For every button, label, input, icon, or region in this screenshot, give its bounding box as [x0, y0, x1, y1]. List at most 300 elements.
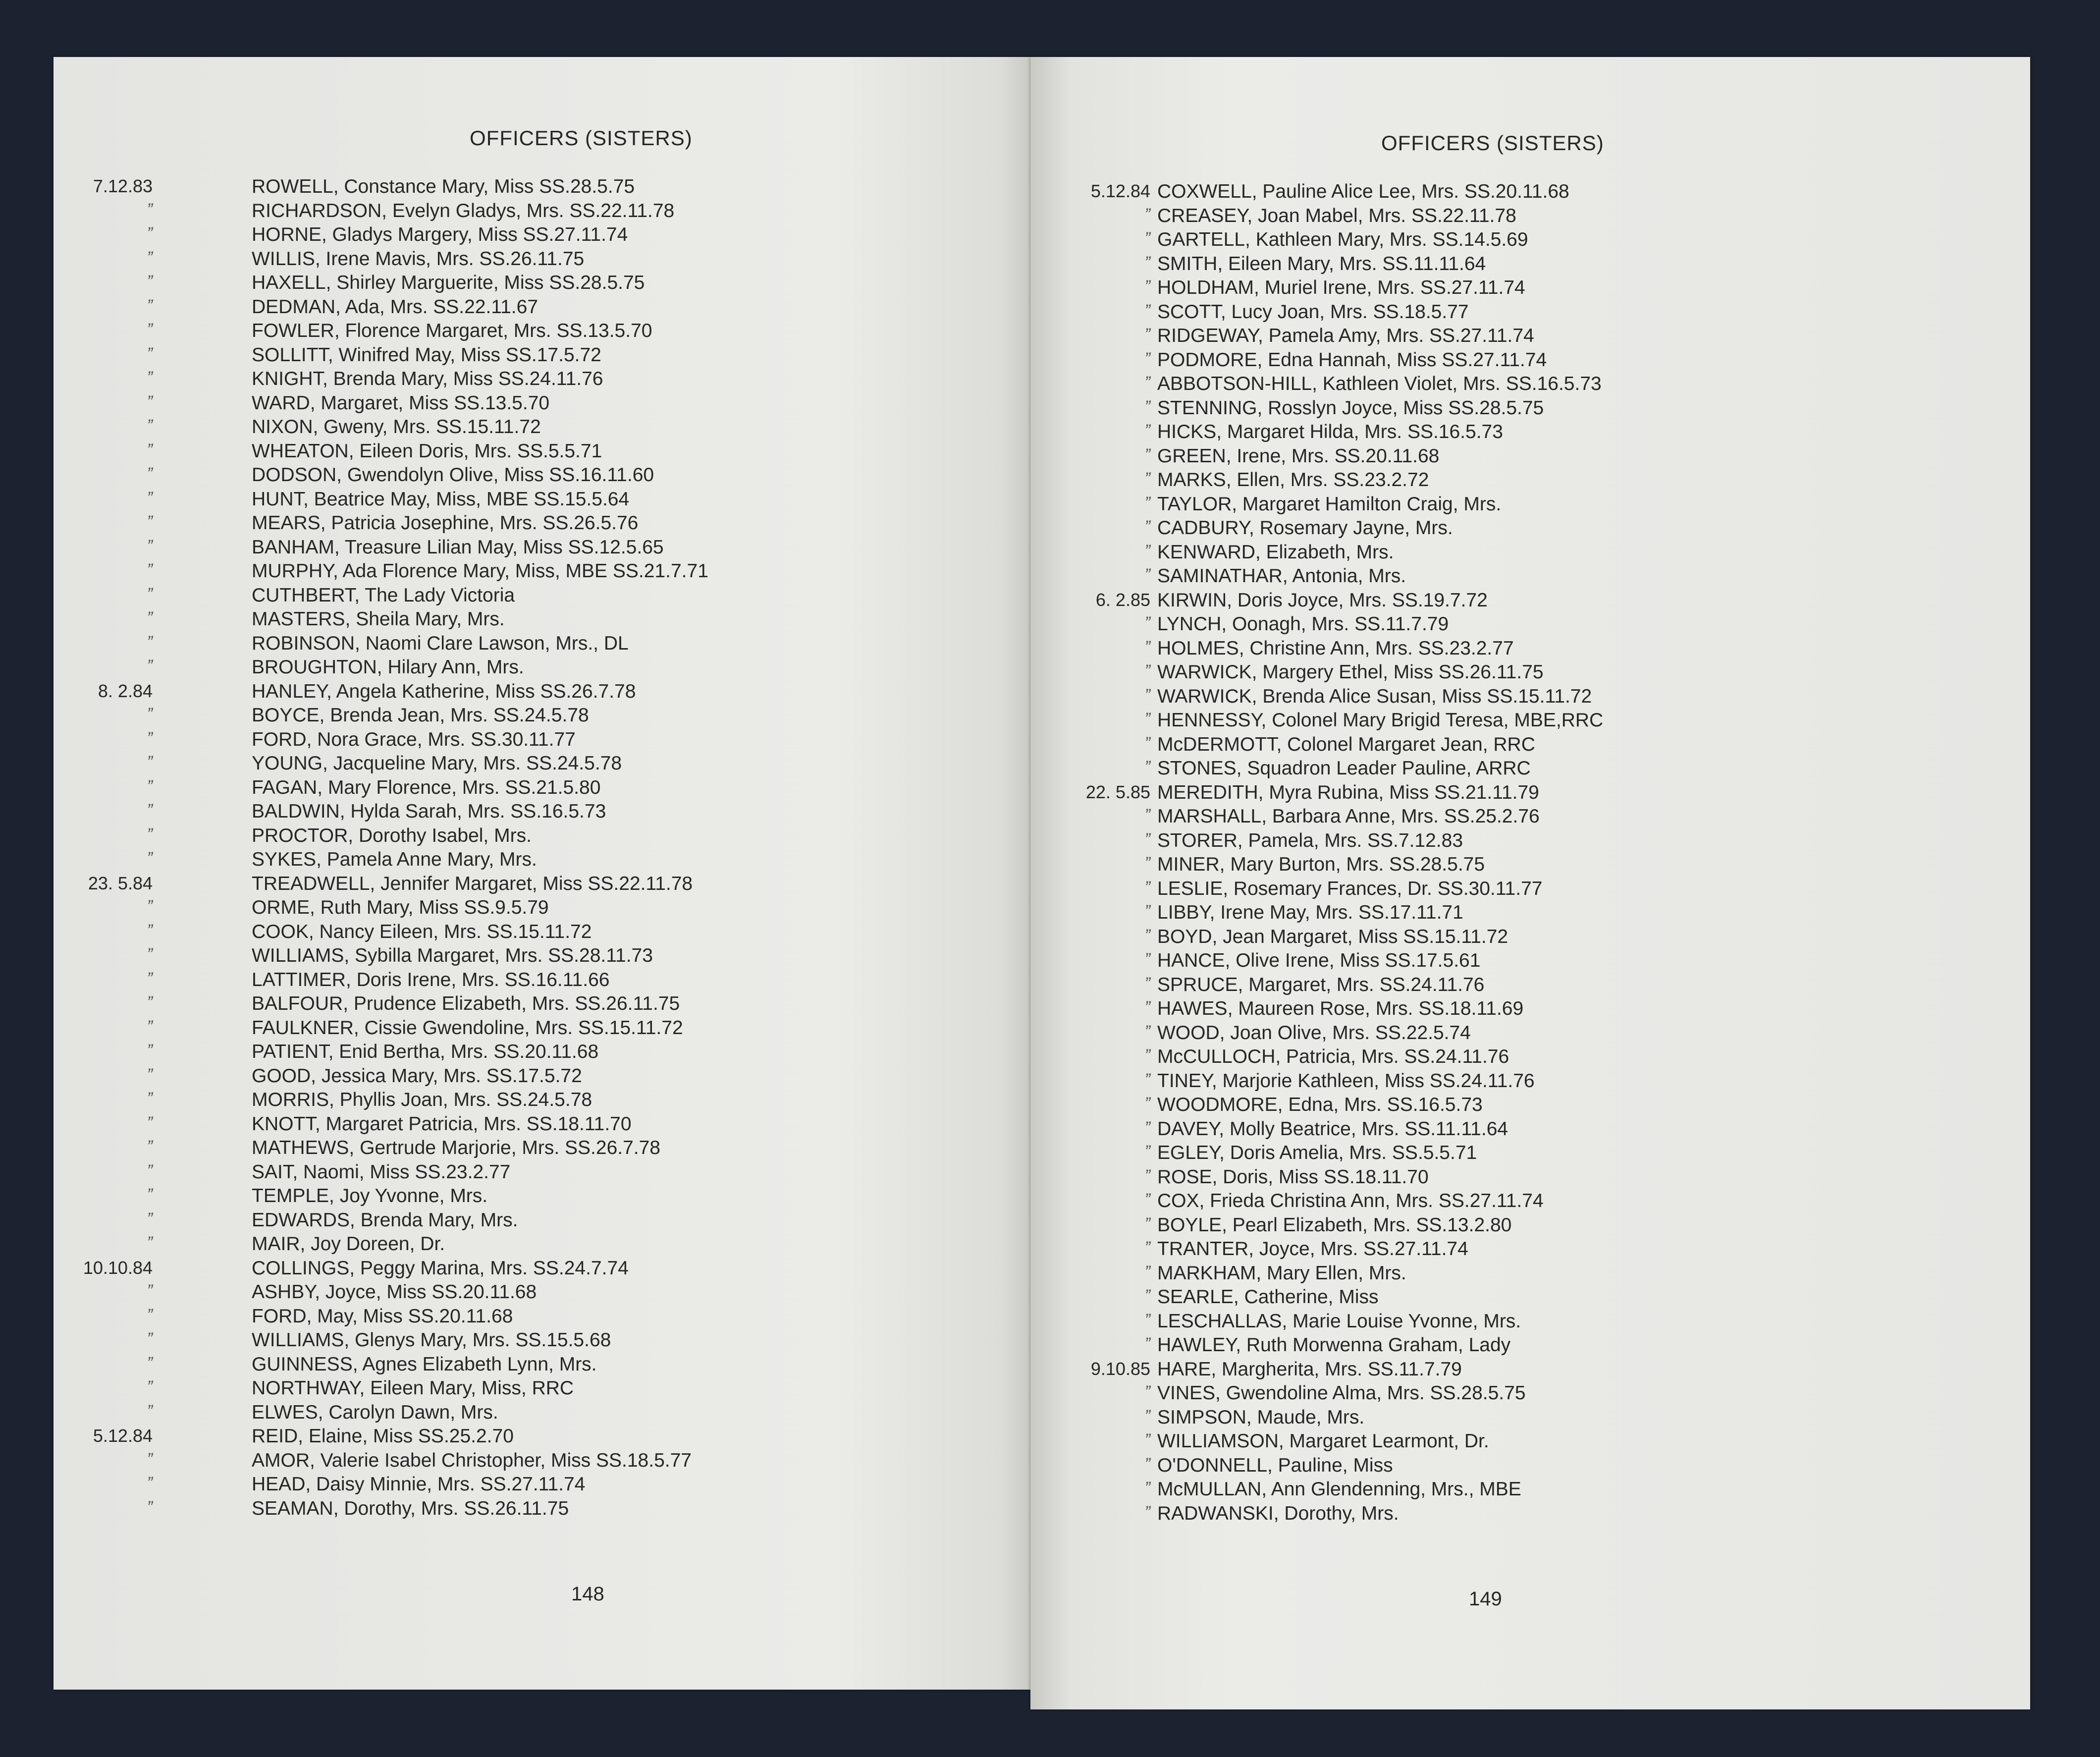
- officer-name: KNIGHT, Brenda Mary, Miss SS.24.11.76: [252, 368, 603, 389]
- ditto-mark: ”: [147, 296, 153, 315]
- ditto-mark: ”: [147, 1113, 153, 1132]
- officer-name: BANHAM, Treasure Lilian May, Miss SS.12.5.65: [252, 536, 664, 558]
- officer-name: LYNCH, Oonagh, Mrs. SS.11.7.79: [1157, 613, 1449, 635]
- list-item: [1030, 974, 2030, 998]
- entry-list: [54, 176, 1030, 1522]
- officer-name: HEAD, Daisy Minnie, Mrs. SS.27.11.74: [252, 1474, 586, 1495]
- officer-name: KNOTT, Margaret Patricia, Mrs. SS.18.11.70: [252, 1113, 632, 1135]
- officer-name: PODMORE, Edna Hannah, Miss SS.27.11.74: [1157, 349, 1547, 371]
- officer-name: KIRWIN, Doris Joyce, Mrs. SS.19.7.72: [1157, 589, 1488, 611]
- officer-name: HORNE, Gladys Margery, Miss SS.27.11.74: [252, 224, 628, 245]
- ditto-mark: ”: [147, 1401, 153, 1421]
- officer-name: O'DONNELL, Pauline, Miss: [1157, 1454, 1393, 1476]
- list-item: [1030, 878, 2030, 902]
- ditto-mark: ”: [147, 608, 153, 627]
- ditto-mark: ”: [1144, 758, 1150, 776]
- list-item: [1030, 1263, 2030, 1287]
- list-item: [1030, 1334, 2030, 1359]
- ditto-mark: ”: [147, 584, 153, 604]
- officer-name: GOOD, Jessica Mary, Mrs. SS.17.5.72: [252, 1065, 582, 1087]
- list-item: [54, 1137, 1030, 1161]
- list-item: [54, 1450, 1030, 1474]
- ditto-mark: ”: [147, 200, 153, 219]
- list-item: [54, 1306, 1030, 1330]
- ditto-mark: ”: [1144, 541, 1150, 560]
- ditto-mark: ”: [147, 392, 153, 411]
- list-item: [1030, 590, 2030, 614]
- list-item: [54, 416, 1030, 440]
- list-item: [1030, 1118, 2030, 1143]
- list-item: [54, 537, 1030, 561]
- ditto-mark: ”: [147, 1497, 153, 1517]
- officer-name: FOWLER, Florence Margaret, Mrs. SS.13.5.70: [252, 320, 652, 341]
- list-item: [54, 1041, 1030, 1065]
- officer-name: McMULLAN, Ann Glendenning, Mrs., MBE: [1157, 1479, 1521, 1500]
- officer-name: WILLIS, Irene Mavis, Mrs. SS.26.11.75: [252, 248, 585, 270]
- list-item: [54, 176, 1030, 200]
- officer-name: MATHEWS, Gertrude Marjorie, Mrs. SS.26.7.78: [252, 1137, 660, 1158]
- officer-name: CADBURY, Rosemary Jayne, Mrs.: [1157, 517, 1453, 539]
- list-item: [54, 585, 1030, 609]
- officer-name: ROBINSON, Naomi Clare Lawson, Mrs., DL: [252, 632, 629, 654]
- officer-name: SPRUCE, Margaret, Mrs. SS.24.11.76: [1157, 974, 1485, 995]
- officer-name: EGLEY, Doris Amelia, Mrs. SS.5.5.71: [1157, 1142, 1477, 1163]
- ditto-mark: ”: [1144, 710, 1150, 728]
- list-item: [54, 777, 1030, 801]
- ditto-mark: ”: [147, 1305, 153, 1324]
- officer-name: BROUGHTON, Hilary Ann, Mrs.: [252, 657, 524, 678]
- officer-name: BALDWIN, Hylda Sarah, Mrs. SS.16.5.73: [252, 801, 606, 822]
- list-item: [1030, 638, 2030, 662]
- ditto-mark: ”: [147, 1233, 153, 1252]
- officer-name: HANLEY, Angela Katherine, Miss SS.26.7.78: [252, 680, 636, 702]
- list-item: [1030, 1479, 2030, 1503]
- officer-name: COOK, Nancy Eileen, Mrs. SS.15.11.72: [252, 921, 592, 942]
- list-item: [1030, 325, 2030, 349]
- officer-name: FORD, May, Miss SS.20.11.68: [252, 1305, 513, 1327]
- page-heading: OFFICERS (SISTERS): [1381, 131, 1604, 155]
- list-item: [54, 560, 1030, 585]
- ditto-mark: ”: [147, 921, 153, 940]
- ditto-mark: ”: [1144, 493, 1150, 512]
- ditto-mark: ”: [1144, 878, 1150, 897]
- officer-name: MARKHAM, Mary Ellen, Mrs.: [1157, 1262, 1406, 1284]
- officer-name: HOLDHAM, Muriel Irene, Mrs. SS.27.11.74: [1157, 277, 1525, 298]
- officer-name: WHEATON, Eileen Doris, Mrs. SS.5.5.71: [252, 440, 602, 462]
- officer-name: SEAMAN, Dorothy, Mrs. SS.26.11.75: [252, 1497, 569, 1519]
- list-item: [54, 1474, 1030, 1498]
- ditto-mark: ”: [147, 1185, 153, 1204]
- officer-name: TRANTER, Joyce, Mrs. SS.27.11.74: [1157, 1238, 1468, 1260]
- list-item: [54, 729, 1030, 753]
- ditto-mark: ”: [1144, 397, 1150, 416]
- list-item: [1030, 1286, 2030, 1311]
- list-item: [54, 1185, 1030, 1209]
- ditto-mark: ”: [147, 344, 153, 363]
- list-item: [1030, 1022, 2030, 1046]
- list-item: [1030, 1142, 2030, 1166]
- officer-name: WOOD, Joan Olive, Mrs. SS.22.5.74: [1157, 1022, 1471, 1043]
- list-item: [1030, 205, 2030, 229]
- officer-name: HANCE, Olive Irene, Miss SS.17.5.61: [1157, 950, 1481, 971]
- ditto-mark: ”: [147, 1474, 153, 1492]
- ditto-mark: ”: [147, 993, 153, 1012]
- list-item: [1030, 349, 2030, 374]
- ditto-mark: ”: [1144, 685, 1150, 705]
- ditto-mark: ”: [1144, 301, 1150, 320]
- list-item: [1030, 277, 2030, 301]
- ditto-mark: ”: [147, 320, 153, 339]
- officer-name: WILLIAMS, Glenys Mary, Mrs. SS.15.5.68: [252, 1329, 611, 1351]
- officer-name: MINER, Mary Burton, Mrs. SS.28.5.75: [1157, 854, 1485, 875]
- officer-name: LESLIE, Rosemary Frances, Dr. SS.30.11.77: [1157, 878, 1543, 899]
- list-item: [1030, 1359, 2030, 1383]
- officer-name: MORRIS, Phyllis Joan, Mrs. SS.24.5.78: [252, 1089, 592, 1110]
- ditto-mark: ”: [147, 1041, 153, 1060]
- list-item: [1030, 830, 2030, 854]
- officer-name: PROCTOR, Dorothy Isabel, Mrs.: [252, 824, 532, 846]
- ditto-mark: ”: [147, 1353, 153, 1373]
- list-item: [54, 1233, 1030, 1258]
- officer-name: TREADWELL, Jennifer Margaret, Miss SS.22.11.78: [252, 873, 693, 894]
- officer-name: ORME, Ruth Mary, Miss SS.9.5.79: [252, 897, 549, 918]
- list-item: [54, 1258, 1030, 1282]
- list-item: [1030, 950, 2030, 974]
- list-item: [54, 945, 1030, 969]
- list-item: [1030, 902, 2030, 926]
- officer-name: HUNT, Beatrice May, Miss, MBE SS.15.5.64: [252, 488, 630, 510]
- ditto-mark: ”: [1144, 469, 1150, 488]
- list-item: [1030, 998, 2030, 1022]
- ditto-mark: ”: [1144, 926, 1150, 945]
- ditto-mark: ”: [1144, 613, 1150, 632]
- entry-list: [1030, 181, 2030, 1527]
- appointment-date: 7.12.83: [93, 176, 153, 196]
- officer-name: FAGAN, Mary Florence, Mrs. SS.21.5.80: [252, 776, 601, 798]
- list-item: [54, 1209, 1030, 1234]
- list-item: [54, 969, 1030, 993]
- list-item: [54, 993, 1030, 1017]
- list-item: [54, 392, 1030, 417]
- page-number: 148: [571, 1583, 604, 1605]
- officer-name: RICHARDSON, Evelyn Gladys, Mrs. SS.22.11.78: [252, 200, 675, 221]
- officer-name: SEARLE, Catherine, Miss: [1157, 1286, 1379, 1308]
- right-page: [1030, 57, 2030, 1709]
- list-item: [1030, 710, 2030, 734]
- officer-name: STENNING, Rosslyn Joyce, Miss SS.28.5.75: [1157, 397, 1544, 419]
- officer-name: GARTELL, Kathleen Mary, Mrs. SS.14.5.69: [1157, 229, 1528, 250]
- ditto-mark: ”: [1144, 1479, 1150, 1497]
- list-item: [1030, 494, 2030, 518]
- ditto-mark: ”: [1144, 565, 1150, 584]
- list-item: [54, 1329, 1030, 1354]
- list-item: [54, 849, 1030, 873]
- officer-name: WARD, Margaret, Miss SS.13.5.70: [252, 392, 550, 414]
- list-item: [54, 1089, 1030, 1113]
- list-item: [1030, 373, 2030, 397]
- officer-name: AMOR, Valerie Isabel Christopher, Miss SS.18.5.77: [252, 1449, 692, 1471]
- ditto-mark: ”: [1144, 974, 1150, 993]
- officer-name: DAVEY, Molly Beatrice, Mrs. SS.11.11.64: [1157, 1118, 1508, 1140]
- ditto-mark: ”: [1144, 1190, 1150, 1209]
- ditto-mark: ”: [147, 1017, 153, 1036]
- ditto-mark: ”: [147, 969, 153, 988]
- list-item: [1030, 661, 2030, 686]
- ditto-mark: ”: [147, 1065, 153, 1084]
- ditto-mark: ”: [1144, 1214, 1150, 1233]
- officer-name: WILLIAMSON, Margaret Learmont, Dr.: [1157, 1430, 1489, 1452]
- ditto-mark: ”: [147, 753, 153, 771]
- list-item: [1030, 445, 2030, 470]
- ditto-mark: ”: [1144, 1022, 1150, 1041]
- list-item: [54, 1161, 1030, 1186]
- officer-name: BOYLE, Pearl Elizabeth, Mrs. SS.13.2.80: [1157, 1214, 1512, 1236]
- appointment-date: 10.10.84: [83, 1257, 153, 1278]
- ditto-mark: ”: [1144, 733, 1150, 753]
- officer-name: HAWES, Maureen Rose, Mrs. SS.18.11.69: [1157, 998, 1524, 1019]
- ditto-mark: ”: [1144, 1166, 1150, 1185]
- ditto-mark: ”: [147, 897, 153, 916]
- list-item: [1030, 469, 2030, 494]
- list-item: [54, 801, 1030, 825]
- list-item: [1030, 806, 2030, 830]
- ditto-mark: ”: [1144, 325, 1150, 344]
- officer-name: WOODMORE, Edna, Mrs. SS.16.5.73: [1157, 1094, 1483, 1115]
- ditto-mark: ”: [147, 1449, 153, 1469]
- ditto-mark: ”: [147, 416, 153, 435]
- list-item: [1030, 1166, 2030, 1191]
- page-number: 149: [1469, 1588, 1502, 1610]
- ditto-mark: ”: [147, 368, 153, 387]
- officer-name: REID, Elaine, Miss SS.25.2.70: [252, 1426, 514, 1447]
- list-item: [1030, 1311, 2030, 1335]
- list-item: [54, 1498, 1030, 1522]
- list-item: [1030, 686, 2030, 710]
- list-item: [1030, 253, 2030, 277]
- officer-name: HAXELL, Shirley Marguerite, Miss SS.28.5.75: [252, 272, 645, 293]
- ditto-mark: ”: [147, 1377, 153, 1396]
- ditto-mark: ”: [147, 560, 153, 579]
- officer-name: MARKS, Ellen, Mrs. SS.23.2.72: [1157, 469, 1429, 491]
- ditto-mark: ”: [1144, 1286, 1150, 1305]
- ditto-mark: ”: [1144, 637, 1150, 657]
- officer-name: GUINNESS, Agnes Elizabeth Lynn, Mrs.: [252, 1353, 597, 1375]
- ditto-mark: ”: [1144, 253, 1150, 272]
- list-item: [1030, 421, 2030, 445]
- list-item: [54, 873, 1030, 897]
- list-item: [1030, 1407, 2030, 1431]
- list-item: [1030, 1455, 2030, 1479]
- list-item: [1030, 758, 2030, 782]
- list-item: [54, 657, 1030, 681]
- officer-name: YOUNG, Jacqueline Mary, Mrs. SS.24.5.78: [252, 753, 622, 774]
- ditto-mark: ”: [147, 272, 153, 291]
- officer-name: LATTIMER, Doris Irene, Mrs. SS.16.11.66: [252, 969, 610, 990]
- officer-name: HARE, Margherita, Mrs. SS.11.7.79: [1157, 1358, 1462, 1380]
- officer-name: DODSON, Gwendolyn Olive, Miss SS.16.11.60: [252, 464, 654, 486]
- officer-name: HAWLEY, Ruth Morwenna Graham, Lady: [1157, 1334, 1511, 1356]
- officer-name: HENNESSY, Colonel Mary Brigid Teresa, MBE,RRC: [1157, 710, 1604, 731]
- ditto-mark: ”: [1144, 1334, 1150, 1353]
- list-item: [1030, 181, 2030, 205]
- officer-name: McDERMOTT, Colonel Margaret Jean, RRC: [1157, 733, 1535, 755]
- list-item: [54, 921, 1030, 945]
- officer-name: ABBOTSON-HILL, Kathleen Violet, Mrs. SS.16.5.73: [1157, 373, 1602, 394]
- ditto-mark: ”: [147, 657, 153, 675]
- officer-name: SAIT, Naomi, Miss SS.23.2.77: [252, 1161, 511, 1183]
- appointment-date: 5.12.84: [93, 1426, 153, 1446]
- list-item: [1030, 542, 2030, 566]
- list-item: [1030, 1046, 2030, 1070]
- list-item: [1030, 1070, 2030, 1095]
- ditto-mark: ”: [147, 1329, 153, 1348]
- officer-name: COXWELL, Pauline Alice Lee, Mrs. SS.20.11.68: [1157, 181, 1569, 202]
- list-item: [54, 681, 1030, 705]
- ditto-mark: ”: [1144, 517, 1150, 536]
- ditto-mark: ”: [1144, 1118, 1150, 1137]
- list-item: [54, 897, 1030, 921]
- officer-name: NIXON, Gweny, Mrs. SS.15.11.72: [252, 416, 541, 438]
- page-heading: OFFICERS (SISTERS): [470, 126, 693, 150]
- list-item: [54, 705, 1030, 729]
- list-item: [54, 1113, 1030, 1138]
- ditto-mark: ”: [147, 705, 153, 723]
- ditto-mark: ”: [147, 512, 153, 531]
- list-item: [1030, 565, 2030, 590]
- appointment-date: 6. 2.85: [1095, 589, 1150, 610]
- officer-name: DEDMAN, Ada, Mrs. SS.22.11.67: [252, 296, 538, 318]
- list-item: [54, 1377, 1030, 1402]
- list-item: [54, 272, 1030, 296]
- ditto-mark: ”: [147, 1209, 153, 1228]
- officer-name: STONES, Squadron Leader Pauline, ARRC: [1157, 758, 1531, 779]
- list-item: [54, 633, 1030, 657]
- list-item: [54, 825, 1030, 849]
- officer-name: MURPHY, Ada Florence Mary, Miss, MBE SS.21.7.71: [252, 560, 708, 582]
- list-item: [1030, 1382, 2030, 1407]
- appointment-date: 9.10.85: [1090, 1358, 1150, 1379]
- ditto-mark: ”: [1144, 902, 1150, 921]
- list-item: [54, 489, 1030, 513]
- officer-name: LESCHALLAS, Marie Louise Yvonne, Mrs.: [1157, 1310, 1521, 1332]
- list-item: [1030, 1190, 2030, 1214]
- ditto-mark: ”: [147, 248, 153, 267]
- officer-name: TAYLOR, Margaret Hamilton Craig, Mrs.: [1157, 493, 1502, 515]
- list-item: [54, 512, 1030, 537]
- ditto-mark: ”: [147, 488, 153, 507]
- officer-name: WARWICK, Brenda Alice Susan, Miss SS.15.11.72: [1157, 685, 1592, 707]
- officer-name: SAMINATHAR, Antonia, Mrs.: [1157, 565, 1406, 587]
- list-item: [54, 224, 1030, 248]
- ditto-mark: ”: [1144, 1454, 1150, 1474]
- list-item: [54, 753, 1030, 777]
- list-item: [54, 368, 1030, 392]
- officer-name: BOYCE, Brenda Jean, Mrs. SS.24.5.78: [252, 705, 589, 726]
- ditto-mark: ”: [147, 224, 153, 243]
- ditto-mark: ”: [1144, 854, 1150, 873]
- list-item: [54, 1281, 1030, 1306]
- officer-name: MASTERS, Sheila Mary, Mrs.: [252, 608, 505, 630]
- officer-name: FORD, Nora Grace, Mrs. SS.30.11.77: [252, 728, 576, 750]
- officer-name: SIMPSON, Maude, Mrs.: [1157, 1406, 1365, 1428]
- list-item: [54, 440, 1030, 465]
- ditto-mark: ”: [147, 440, 153, 459]
- officer-name: McCULLOCH, Patricia, Mrs. SS.24.11.76: [1157, 1046, 1509, 1067]
- ditto-mark: ”: [1144, 1238, 1150, 1257]
- ditto-mark: ”: [1144, 950, 1150, 969]
- officer-name: CUTHBERT, The Lady Victoria: [252, 584, 515, 606]
- list-item: [1030, 397, 2030, 422]
- officer-name: RADWANSKI, Dorothy, Mrs.: [1157, 1502, 1399, 1524]
- ditto-mark: ”: [147, 801, 153, 820]
- list-item: [1030, 1238, 2030, 1263]
- list-item: [54, 1402, 1030, 1426]
- officer-name: KENWARD, Elizabeth, Mrs.: [1157, 541, 1394, 563]
- officer-name: ASHBY, Joyce, Miss SS.20.11.68: [252, 1281, 537, 1303]
- ditto-mark: ”: [147, 945, 153, 964]
- ditto-mark: ”: [1144, 1310, 1150, 1329]
- officer-name: MEARS, Patricia Josephine, Mrs. SS.26.5.76: [252, 512, 639, 534]
- ditto-mark: ”: [147, 1089, 153, 1108]
- list-item: [1030, 734, 2030, 758]
- ditto-mark: ”: [1144, 661, 1150, 680]
- list-item: [54, 1354, 1030, 1378]
- officer-name: SMITH, Eileen Mary, Mrs. SS.11.11.64: [1157, 253, 1486, 275]
- list-item: [54, 248, 1030, 273]
- ditto-mark: ”: [147, 464, 153, 483]
- officer-name: WILLIAMS, Sybilla Margaret, Mrs. SS.28.11.73: [252, 945, 653, 966]
- ditto-mark: ”: [1144, 1094, 1150, 1113]
- officer-name: HOLMES, Christine Ann, Mrs. SS.23.2.77: [1157, 637, 1514, 659]
- list-item: [1030, 1214, 2030, 1239]
- ditto-mark: ”: [1144, 998, 1150, 1017]
- list-item: [1030, 1430, 2030, 1455]
- ditto-mark: ”: [1144, 806, 1150, 824]
- left-page: [54, 57, 1030, 1690]
- officer-name: ROWELL, Constance Mary, Miss SS.28.5.75: [252, 176, 635, 197]
- ditto-mark: ”: [1144, 1430, 1150, 1449]
- ditto-mark: ”: [147, 728, 153, 748]
- ditto-mark: ”: [147, 849, 153, 868]
- list-item: [54, 296, 1030, 321]
- ditto-mark: ”: [147, 776, 153, 796]
- officer-name: GREEN, Irene, Mrs. SS.20.11.68: [1157, 445, 1440, 467]
- list-item: [1030, 229, 2030, 253]
- list-item: [1030, 854, 2030, 878]
- list-item: [54, 200, 1030, 224]
- list-item: [1030, 301, 2030, 326]
- officer-name: PATIENT, Enid Bertha, Mrs. SS.20.11.68: [252, 1041, 599, 1062]
- officer-name: CREASEY, Joan Mabel, Mrs. SS.22.11.78: [1157, 205, 1516, 226]
- officer-name: RIDGEWAY, Pamela Amy, Mrs. SS.27.11.74: [1157, 325, 1534, 346]
- officer-name: ELWES, Carolyn Dawn, Mrs.: [252, 1401, 498, 1423]
- appointment-date: 5.12.84: [1090, 181, 1150, 201]
- ditto-mark: ”: [1144, 829, 1150, 849]
- list-item: [1030, 1094, 2030, 1118]
- ditto-mark: ”: [1144, 1406, 1150, 1426]
- officer-name: SOLLITT, Winifred May, Miss SS.17.5.72: [252, 344, 601, 366]
- list-item: [54, 464, 1030, 489]
- list-item: [54, 608, 1030, 633]
- officer-name: VINES, Gwendoline Alma, Mrs. SS.28.5.75: [1157, 1382, 1526, 1404]
- ditto-mark: ”: [1144, 349, 1150, 368]
- ditto-mark: ”: [1144, 421, 1150, 440]
- officer-name: TEMPLE, Joy Yvonne, Mrs.: [252, 1185, 488, 1207]
- ditto-mark: ”: [1144, 1262, 1150, 1281]
- ditto-mark: ”: [147, 536, 153, 555]
- officer-name: STORER, Pamela, Mrs. SS.7.12.83: [1157, 829, 1463, 851]
- officer-name: ROSE, Doris, Miss SS.18.11.70: [1157, 1166, 1429, 1188]
